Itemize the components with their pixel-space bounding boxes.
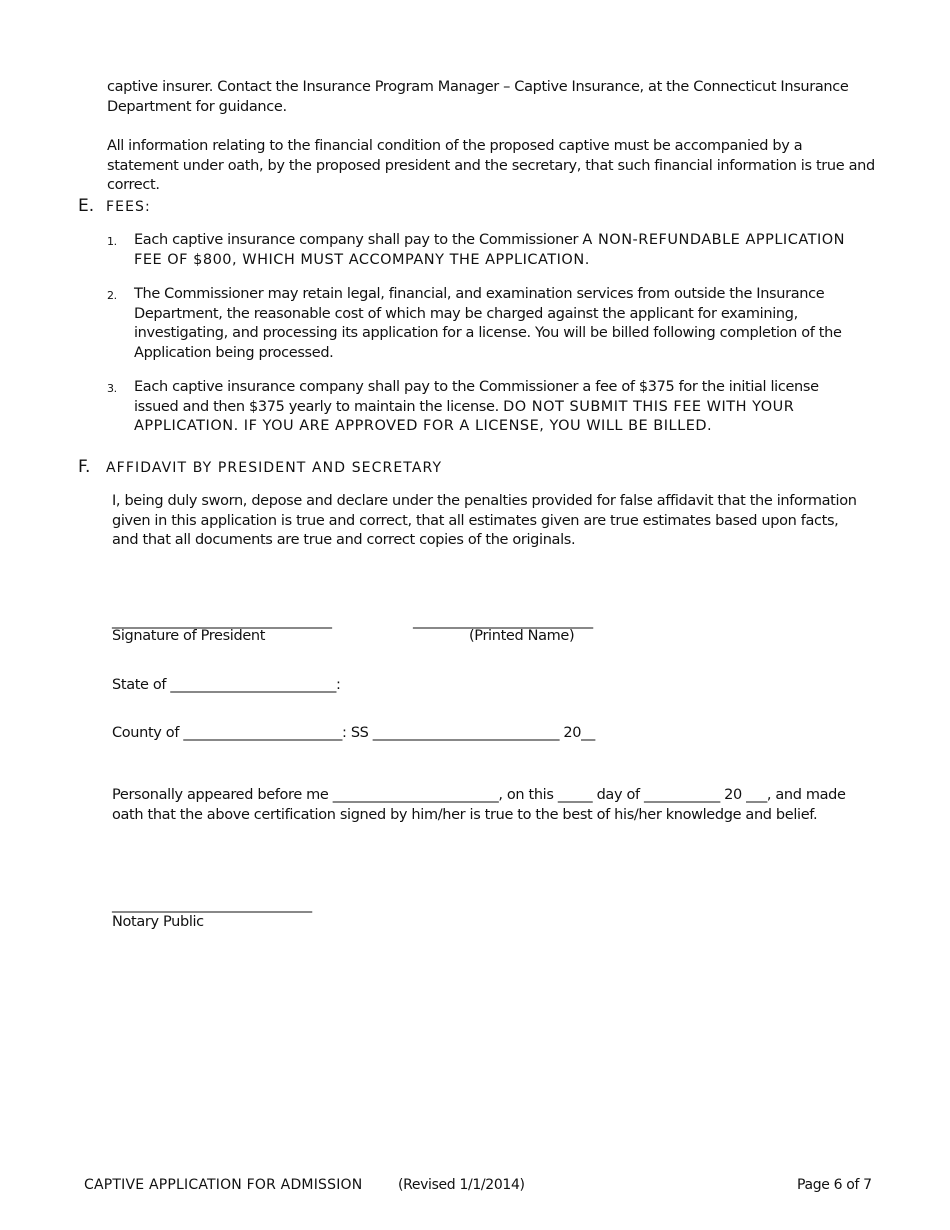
- fee-item-1: [107, 231, 867, 270]
- intro-paragraph-2: All information relating to the financial condition of the proposed captive must be accompanied by a statement under oath, by the proposed president and the secretary, that such financial information is true and correct.: [107, 138, 875, 193]
- footer-revised: (Revised 1/1/2014): [398, 1177, 525, 1193]
- fee-item-3: [107, 378, 867, 437]
- fee-item-number: 3.: [107, 382, 117, 395]
- fee-item-caps-text: A NON-REFUNDABLE APPLICATION FEE OF $800, WHICH MUST ACCOMPANY THE APPLICATION.: [134, 232, 846, 268]
- printed-name-line[interactable]: ___________________________: [413, 613, 593, 629]
- affidavit-body: I, being duly sworn, depose and declare under the penalties provided for false affidavit that the information given in this application is true and correct, that all estimates given are true estimates based upon facts, and that all documents are true and correct copies of the originals.: [112, 493, 857, 548]
- notary-signature-line[interactable]: ______________________________: [112, 897, 312, 913]
- section-f-title: AFFIDAVIT BY PRESIDENT AND SECRETARY: [106, 460, 443, 476]
- section-e-title: FEES:: [106, 199, 151, 215]
- fee-item-text: The Commissioner may retain legal, financial, and examination services from outside the Insurance Department, the reasonable cost of which may be charged against the applicant for examining, investigating, and processing its application for a license. You will be billed following completion of the Application being processed.: [134, 286, 842, 361]
- notary-public-label: Notary Public: [112, 914, 204, 930]
- fee-item-text: Each captive insurance company shall pay to the Commissioner a fee of $375 for the initial license issued and then $375 yearly to maintain the license.: [134, 379, 819, 415]
- intro-paragraph-1: captive insurer. Contact the Insurance Program Manager – Captive Insurance, at the Connecticut Insurance Department for guidance.: [107, 79, 849, 115]
- county-line[interactable]: County of _______________________: SS ___________________________ 20__: [112, 725, 595, 741]
- footer-title: CAPTIVE APPLICATION FOR ADMISSION: [84, 1177, 363, 1193]
- section-e-heading: [78, 197, 151, 218]
- president-signature-label: Signature of President: [112, 628, 266, 644]
- fee-item-text: Each captive insurance company shall pay to the Commissioner: [134, 232, 583, 248]
- president-signature-line[interactable]: _________________________________: [112, 613, 332, 629]
- notary-statement[interactable]: Personally appeared before me ________________________, on this _____ day of ___________ 20 ___, and made oath that the above certification signed by him/her is true to the best of his/her knowledge and belief.: [112, 787, 846, 823]
- printed-name-label: (Printed Name): [469, 628, 575, 644]
- fee-item-caps-text: DO NOT SUBMIT THIS FEE WITH YOUR APPLICATION. IF YOU ARE APPROVED FOR A LICENSE, YOU WILL BE BILLED.: [134, 398, 795, 434]
- fee-item-2: [107, 285, 867, 363]
- state-line[interactable]: State of ________________________:: [112, 677, 341, 693]
- footer-page-number: Page 6 of 7: [797, 1177, 872, 1193]
- section-f-heading: [78, 458, 442, 479]
- section-f-letter: F.: [78, 457, 91, 477]
- section-e-letter: E.: [78, 196, 95, 216]
- fee-item-number: 2.: [107, 289, 117, 302]
- fee-item-number: 1.: [107, 235, 117, 248]
